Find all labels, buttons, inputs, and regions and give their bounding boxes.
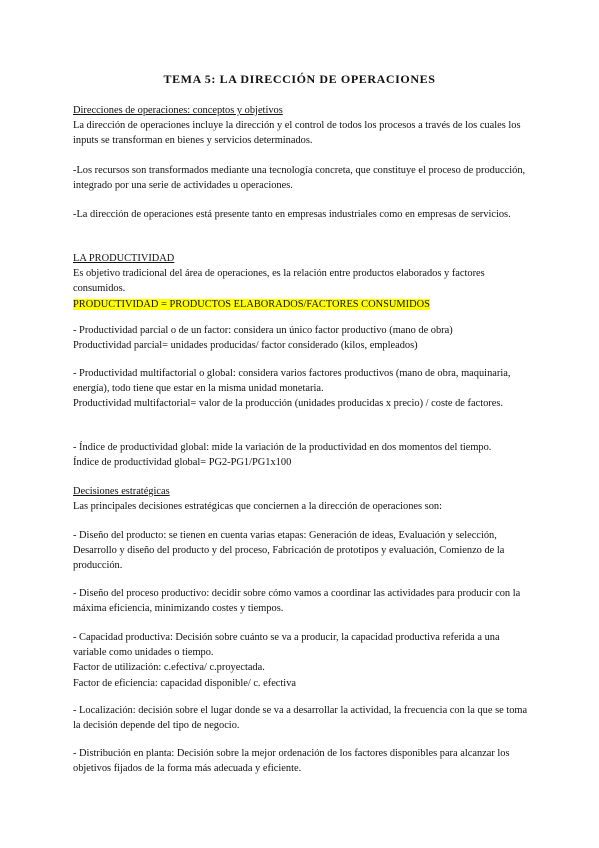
paragraph: - Diseño del producto: se tienen en cuenta varias etapas: Generación de ideas, Evaluación y selección, Desarrollo y diseño del producto y del proceso, Fabricación de prototipos y evaluación, Comienzo de la producción. xyxy=(73,530,505,572)
paragraph-block xyxy=(73,207,529,222)
paragraph: -Los recursos son transformados mediante una tecnología concreta, que constituye el proceso de producción, integrado por una serie de actividades u operaciones. xyxy=(73,165,526,192)
paragraph-block xyxy=(73,746,529,776)
paragraph: - Distribución en planta: Decisión sobre la mejor ordenación de los factores disponibles para alcanzar los objetivos fijados de la forma más adecuada y eficiente. xyxy=(73,748,510,775)
paragraph-block xyxy=(73,366,529,412)
document-title: TEMA 5: LA DIRECCIÓN DE OPERACIONES xyxy=(163,72,436,86)
paragraph: - Diseño del proceso productivo: decidir sobre cómo vamos a coordinar las actividades para producir con la máxima eficiencia, minimizando costes y tiempos. xyxy=(73,588,521,615)
section-heading-productivity: LA PRODUCTIVIDAD xyxy=(73,253,175,264)
paragraph: Las principales decisiones estratégicas que conciernen a la dirección de operaciones son: xyxy=(73,501,442,513)
paragraph: -La dirección de operaciones está presente tanto en empresas industriales como en empresas de servicios. xyxy=(73,209,511,220)
paragraph-block xyxy=(73,440,529,470)
paragraph-block xyxy=(73,703,529,733)
paragraph: Índice de productividad global= PG2-PG1/PG1x100 xyxy=(73,457,292,469)
paragraph-block xyxy=(73,528,529,574)
paragraph-block xyxy=(73,323,529,353)
section-strategic-decisions xyxy=(73,484,529,514)
paragraph: Factor de eficiencia: capacidad disponible/ c. efectiva xyxy=(73,677,296,689)
paragraph: Productividad parcial= unidades producidas/ factor considerado (kilos, empleados) xyxy=(73,340,418,352)
paragraph-block xyxy=(73,586,529,616)
paragraph-block xyxy=(73,630,529,691)
paragraph: - Productividad parcial o de un factor: considera un único factor productivo (mano de obra) xyxy=(73,325,453,336)
section-heading-operations: Direcciones de operaciones: conceptos y objetivos xyxy=(73,105,283,116)
section-productivity xyxy=(73,251,529,312)
highlighted-formula: PRODUCTIVIDAD = PRODUCTOS ELABORADOS/FACTORES CONSUMIDOS xyxy=(73,298,430,310)
paragraph: - Capacidad productiva: Decisión sobre cuánto se va a producir, la capacidad productiva referida a una variable como unidades o tiempo. xyxy=(73,632,500,659)
paragraph: Productividad multifactorial= valor de la producción (unidades producidas x precio) / coste de factores. xyxy=(73,398,503,410)
paragraph: - Productividad multifactorial o global: considera varios factores productivos (mano de obra, maquinaria, energía), todo tiene que estar en la misma unidad monetaria. xyxy=(73,368,511,395)
paragraph: Factor de utilización: c.efectiva/ c.proyectada. xyxy=(73,662,265,674)
section-operations xyxy=(73,103,529,149)
section-heading-decisions: Decisiones estratégicas xyxy=(73,486,170,497)
paragraph: Es objetivo tradicional del área de operaciones, es la relación entre productos elaborados y factores consumidos. xyxy=(73,268,485,295)
paragraph-block xyxy=(73,163,529,193)
paragraph: La dirección de operaciones incluye la dirección y el control de todos los procesos a través de los cuales los inputs se transforman en bienes y servicios determinados. xyxy=(73,120,521,147)
paragraph: - Localización: decisión sobre el lugar donde se va a desarrollar la actividad, la frecuencia con la que se toma la decisión depende del tipo de negocio. xyxy=(73,705,528,732)
paragraph: - Índice de productividad global: mide la variación de la productividad en dos momentos del tiempo. xyxy=(73,442,492,453)
